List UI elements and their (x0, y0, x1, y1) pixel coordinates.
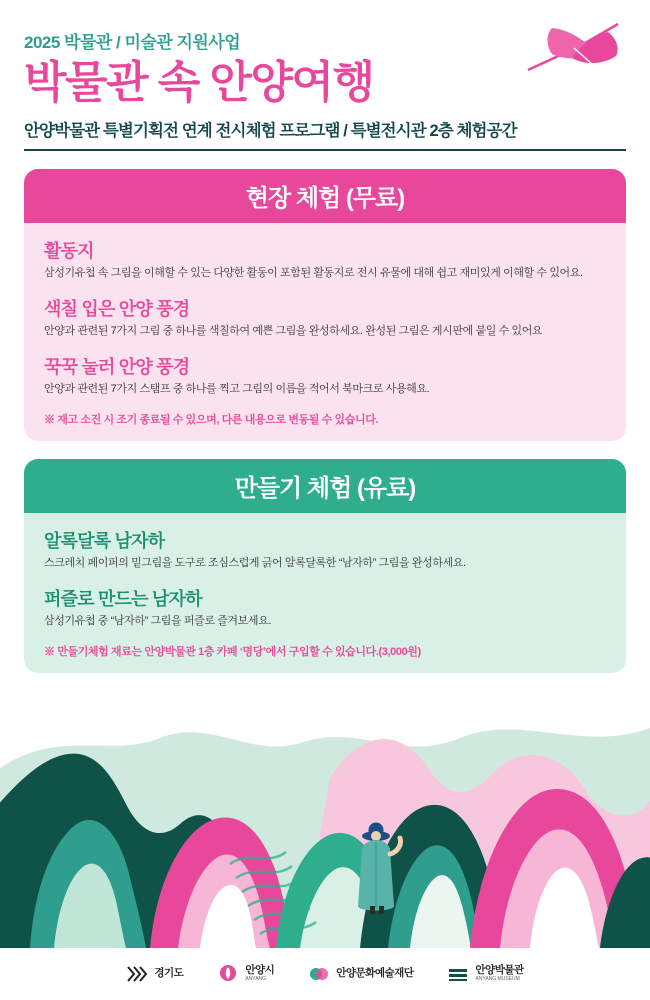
logo-label: 안양문화예술재단 (336, 967, 414, 980)
footer-logos (0, 948, 650, 1000)
item-title: 알록달록 남자하 (44, 531, 165, 552)
section-paid-note: ※ 만들기체험 재료는 안양박물관 1층 카페 ‘명당’에서 구입할 수 있습니다.(3,000원) (44, 646, 421, 659)
section-paid-experience (24, 459, 626, 673)
list-item (44, 353, 606, 398)
logo-label: 안양박물관 ANYANG MUSEUM (475, 964, 524, 983)
section-free-body (24, 223, 626, 441)
item-description: 스크레치 페이퍼의 밑그림을 도구로 조심스럽게 긁어 알록달록한 “남자하” 그림을 완성하세요. (44, 557, 466, 570)
logo-anyang-museum (447, 963, 523, 985)
header-divider (24, 149, 626, 151)
museum-logo-icon (447, 963, 469, 985)
list-item (44, 527, 606, 572)
item-title: 활동지 (44, 241, 94, 262)
logo-anyang-city (217, 963, 274, 985)
logo-gyeonggi (126, 963, 183, 985)
foundation-logo-icon (308, 963, 330, 985)
anyang-city-logo-icon (217, 963, 239, 985)
section-paid-heading: 만들기 체험 (유료) (24, 459, 626, 513)
section-free-experience (24, 169, 626, 441)
item-description: 안양과 관련된 7가지 그림 중 하나를 색칠하여 예쁜 그림을 완성하세요. 완성된 그림은 게시판에 붙일 수 있어요 (44, 325, 543, 338)
logo-label: 경기도 (154, 967, 184, 980)
poster-header (0, 0, 650, 151)
list-item (44, 585, 606, 630)
item-title: 꾹꾹 눌러 안양 풍경 (44, 357, 190, 378)
list-item (44, 295, 606, 340)
logo-anyang-foundation (308, 963, 413, 985)
gyeonggi-logo-icon (126, 963, 148, 985)
logo-label-en: ANYANG MUSEUM (475, 976, 520, 983)
eyebrow-text: 2025 박물관 / 미술관 지원사업 (24, 33, 241, 52)
page-title: 박물관 속 안양여행 (24, 58, 374, 107)
item-title: 색칠 입은 안양 풍경 (44, 299, 190, 320)
logo-label-en: ANYANG (245, 976, 267, 983)
section-free-heading: 현장 체험 (무료) (24, 169, 626, 223)
section-free-note: ※ 재고 소진 시 조기 종료될 수 있으며, 다른 내용으로 변동될 수 있습니다. (44, 414, 379, 427)
section-paid-body (24, 513, 626, 673)
list-item (44, 237, 606, 282)
logo-label: 안양시 ANYANG (245, 964, 275, 983)
item-title: 퍼즐로 만드는 남자하 (44, 589, 202, 610)
item-description: 삼성기유첩 중 “남자하” 그림을 퍼즐로 즐겨보세요. (44, 615, 271, 628)
item-description: 삼성기유첩 속 그림을 이해할 수 있는 다양한 활동이 포함된 활동지로 전시 유물에 대해 쉽고 재미있게 이해할 수 있어요. (44, 267, 583, 280)
item-description: 안양과 관련된 7가지 스탬프 중 하나를 찍고 그림의 이름을 적어서 북마크로 사용해요. (44, 383, 430, 396)
subtitle-text: 안양박물관 특별기획전 연계 전시체험 프로그램 / 특별전시관 2층 체험공간 (24, 122, 517, 141)
